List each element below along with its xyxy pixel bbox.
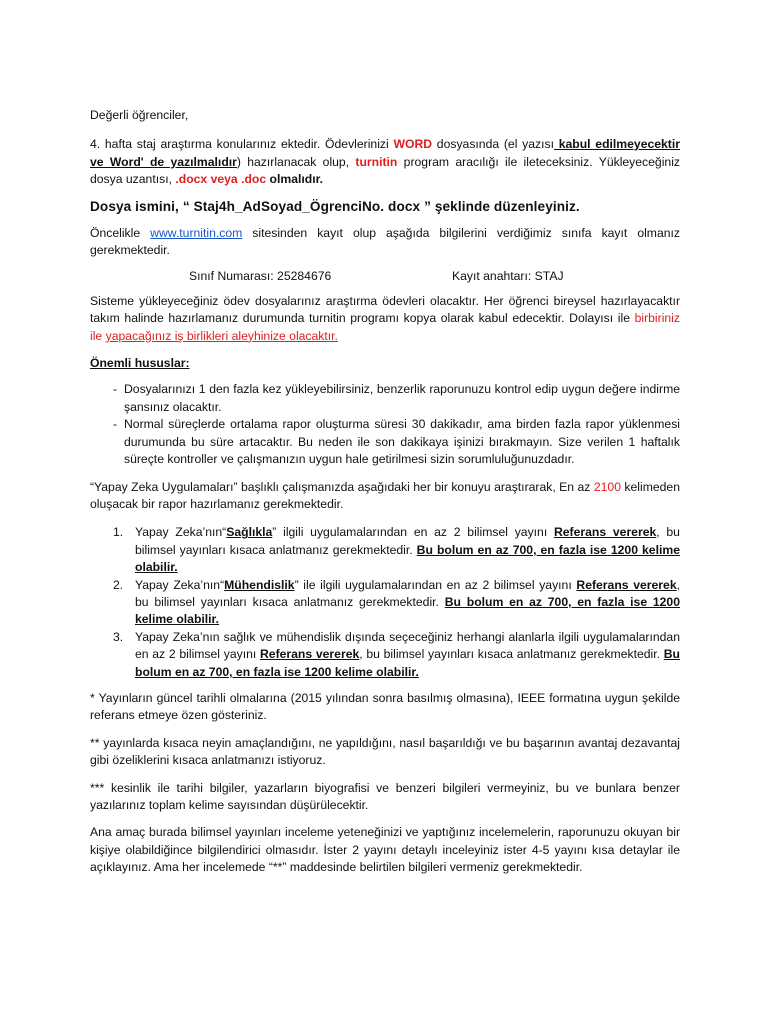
greeting: Değerli öğrenciler,	[90, 108, 189, 122]
class-info-row	[90, 268, 680, 285]
handwriting-warning: kabul edilmeyecektir ve Word' de yazılmalıdır	[90, 137, 680, 169]
list-item	[90, 577, 680, 629]
item-text: , bu bilimsel yayınları kısaca anlatmanız gerekmektedir.	[135, 577, 680, 609]
important-points-list	[90, 381, 680, 468]
report-requirement-text-2: kelimeden oluşacak bir rapor hazırlamanız gerekmektedir.	[90, 479, 680, 511]
closing-paragraph: Ana amaç burada bilimsel yayınları inceleme yeteneğinizi ve yaptığınız incelemelerin, raporunuzu okuyan bir kişiye olabildiğince bilgilendirici olmasıdır. İster 2 yayını detaylı inceleyiniz ister 4-5 yayını kısa detaylar ile açıklayınız. Ama her incelemede “**” maddesinde belirtilen bilgileri vermeniz gerekmektedir.	[90, 825, 680, 875]
footnote-3: *** kesinlik ile tarihi bilgiler, yazarların biyografisi ve benzeri bilgileri vermeyiniz, bu ve bunlara benzer yazılarınız toplam kelime sayısından düşürülecektir.	[90, 780, 680, 812]
topics-list	[90, 524, 680, 681]
submission-rules-paragraph	[90, 293, 680, 345]
length-requirement: Bu bolum en az 700, en fazla ise 1200 kelime olabilir.	[135, 542, 680, 575]
turnitin-highlight: turnitin	[355, 154, 398, 169]
report-requirement-paragraph	[90, 479, 680, 514]
turnitin-link[interactable]: www.turnitin.com	[150, 226, 243, 241]
item-text: Yapay Zeka’nın sağlık ve mühendislik dışında seçeceğiniz herhangi alanlarla ilgili uygulamalarından en az 2 bilimsel yayını	[135, 629, 680, 662]
assignment-text-4: program aracılığı ile ileteceksiniz. Yükleyeceğiniz dosya uzantısı,	[90, 154, 680, 187]
enrollment-key: Kayıt anahtarı: STAJ	[452, 268, 564, 283]
item-text: Yapay Zeka’nın“	[135, 577, 225, 592]
item-text: , bu bilimsel yayınları kısaca anlatmanız gerekmektedir.	[135, 525, 680, 557]
filename-instruction: Dosya ismini, “ Staj4h_AdSoyad_ÖgrenciNo. docx ” şeklinde düzenleyiniz.	[90, 198, 580, 214]
assignment-text-3: ) hazırlanacak olup,	[236, 154, 356, 169]
registration-paragraph	[90, 225, 680, 260]
assignment-text-1: 4. hafta staj araştırma konularınız ektedir. Ödevlerinizi	[90, 137, 394, 152]
submission-rules-text: Sisteme yükleyeceğiniz ödev dosyalarınız araştırma ödevleri olacaktır. Her öğrenci bireysel hazırlayacaktır takım halinde hazırlamanız durumunda turnitin programı kopya olarak kabul edecektir. Dolayısı ile	[90, 293, 680, 326]
file-extension-highlight: .docx veya .doc	[175, 172, 267, 187]
class-number: Sınıf Numarası: 25284676	[189, 268, 332, 283]
registration-text-2: sitesinden kayıt olup aşağıda bilgilerini verdiğimiz sınıfa kayıt olmanız gerekmektedir.	[90, 226, 681, 258]
assignment-text-5: olmalıdır.	[266, 172, 324, 187]
reference-requirement: Referans vererek	[259, 647, 360, 662]
item-number: 2.	[113, 577, 124, 592]
length-requirement: Bu bolum en az 700, en fazla ise 1200 kelime olabilir.	[135, 594, 680, 627]
reference-requirement: Referans vererek	[553, 525, 657, 540]
item-number: 3.	[113, 629, 124, 644]
reference-requirement: Referans vererek	[576, 577, 677, 592]
list-item: - Dosyalarınızı 1 den fazla kez yükleyebilirsiniz, benzerlik raporunuzu kontrol edip uygun değere indirme şansınız olacaktır.	[90, 381, 680, 416]
assignment-text-2: dosyasında (el yazısı	[432, 137, 554, 152]
list-item	[90, 524, 680, 576]
topic-name: Mühendislik	[224, 577, 295, 592]
word-highlight: WORD	[393, 137, 433, 152]
registration-text-1: Öncelikle	[90, 226, 151, 241]
list-item: - Normal süreçlerde ortalama rapor oluşturma süresi 30 dakikadır, ama birden fazla rapor yüklenmesi durumunda bu süre artacaktır. Bu neden ile son dakikaya işinizi bırakmayın. Size verilen 1 haftalık süreçte kontroller ve çalışmanızın uygun hale getirilmesi sizin sorumluluğunuzdadır.	[90, 416, 680, 468]
report-requirement-text-1: “Yapay Zeka Uygulamaları” başlıklı çalışmanızda aşağıdaki her bir konuyu araştırarak, En az	[90, 479, 594, 494]
word-count-highlight: 2100	[593, 479, 621, 494]
footnote-2: ** yayınlarda kısaca neyin amaçlandığını, ne yapıldığını, nasıl başarıldığı ve bu başarının avantaj dezavantaj gibi özeliklerini kısaca anlatmanızı istiyoruz.	[90, 735, 680, 768]
document-body	[90, 107, 680, 877]
assignment-paragraph	[90, 136, 680, 188]
collaboration-warning-1: birbiriniz ile	[90, 311, 680, 343]
topic-name: Sağlıkla	[226, 525, 273, 540]
item-text: ” ilgili uygulamalarından en az 2 bilimsel yayını	[272, 525, 554, 540]
collaboration-warning-2: yapacağınız iş birlikleri aleyhinize olacaktır.	[105, 328, 338, 343]
list-item	[90, 629, 680, 681]
item-number: 1.	[113, 525, 124, 540]
item-text: Yapay Zeka’nın“	[135, 525, 227, 540]
length-requirement: Bu bolum en az 700, en fazla ise 1200 kelime olabilir.	[135, 647, 680, 679]
important-points-heading: Önemli hususlar:	[90, 356, 190, 371]
item-text: ” ile ilgili uygulamalarından en az 2 bilimsel yayını	[294, 577, 577, 592]
footnote-1: * Yayınların güncel tarihli olmalarına (2015 yılından sonra basılmış olmasına), IEEE formatına uygun şekilde referans etmeye özen gösteriniz.	[90, 690, 680, 723]
item-text: , bu bilimsel yayınları kısaca anlatmanız gerekmektedir.	[359, 647, 664, 662]
